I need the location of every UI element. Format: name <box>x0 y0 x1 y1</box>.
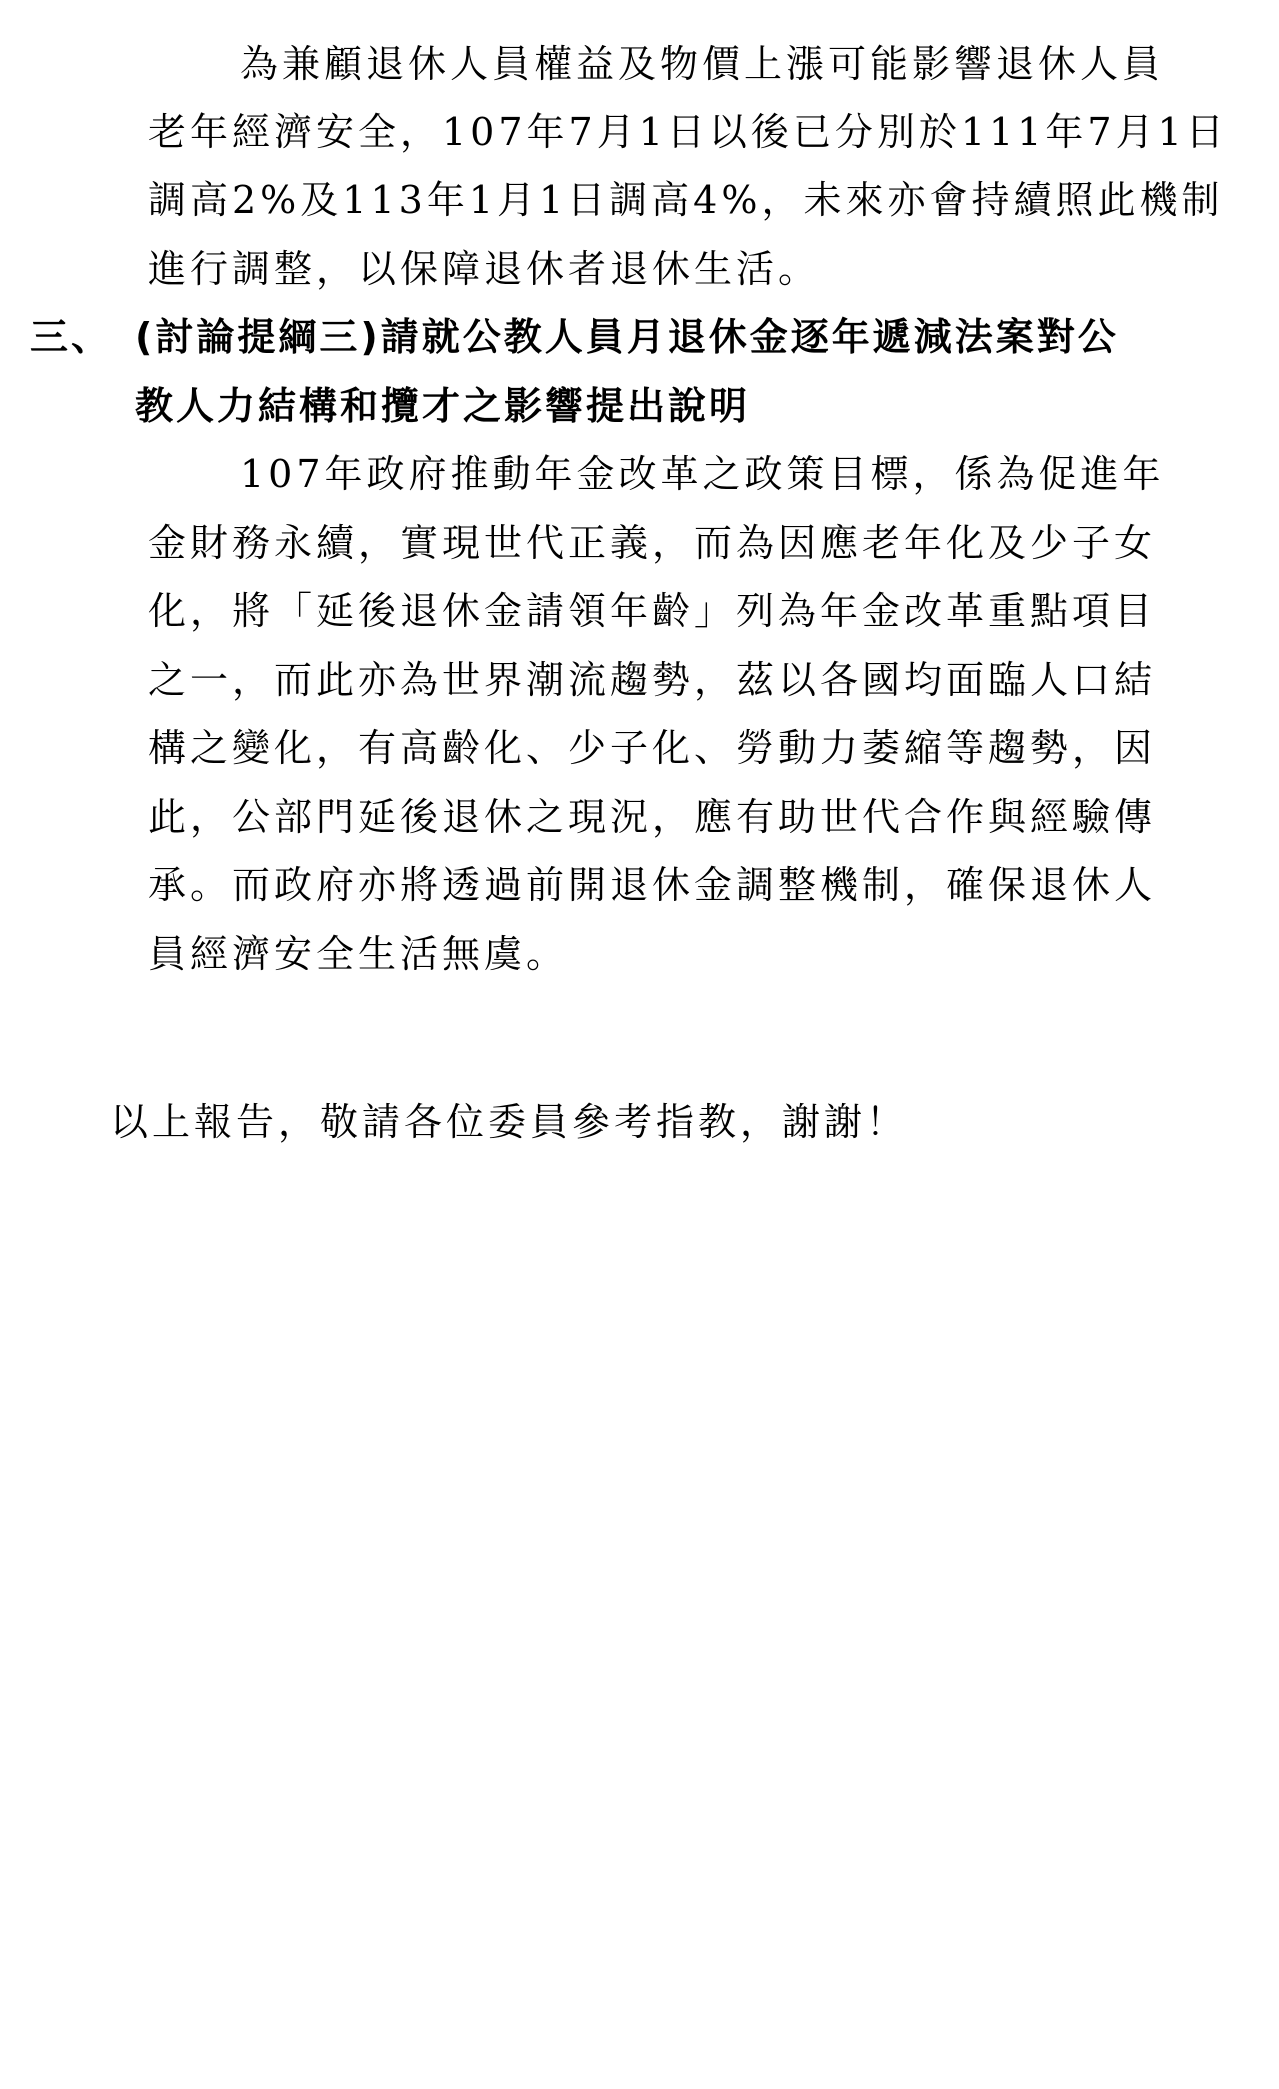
paragraph-1-line-2: 老年經濟安全，107年7月1日以後已分別於111年7月1日 <box>148 110 1228 154</box>
closing-remark: 以上報告，敬請各位委員參考指教，謝謝！ <box>110 1100 909 1144</box>
section-3-heading-line-1: (討論提綱三)請就公教人員月退休金逐年遞減法案對公 <box>135 315 1119 359</box>
section-3-paragraph-line-4: 之一，而此亦為世界潮流趨勢，茲以各國均面臨人口結 <box>148 658 1157 702</box>
section-3-paragraph-line-7: 承。而政府亦將透過前開退休金調整機制，確保退休人 <box>148 863 1157 907</box>
section-3-paragraph-line-3: 化，將「延後退休金請領年齡」列為年金改革重點項目 <box>148 589 1157 633</box>
section-3-paragraph-line-1: 107年政府推動年金改革之政策目標，係為促進年 <box>240 452 1165 496</box>
section-3-paragraph-line-2: 金財務永續，實現世代正義，而為因應老年化及少子女 <box>148 521 1157 565</box>
section-3-heading-line-2: 教人力結構和攬才之影響提出說明 <box>135 384 751 428</box>
section-3-paragraph-line-8: 員經濟安全生活無虞。 <box>148 932 569 976</box>
section-3-paragraph-line-5: 構之變化，有高齡化、少子化、勞動力萎縮等趨勢，因 <box>148 726 1157 770</box>
paragraph-1-line-1: 為兼顧退休人員權益及物價上漲可能影響退休人員 <box>240 42 1165 86</box>
section-3-paragraph-line-6: 此，公部門延後退休之現況，應有助世代合作與經驗傳 <box>148 795 1157 839</box>
paragraph-1-line-4: 進行調整，以保障退休者退休生活。 <box>148 247 821 291</box>
paragraph-1-line-3: 調高2%及113年1月1日調高4%，未來亦會持續照此機制 <box>148 178 1224 222</box>
section-3-number: 三、 <box>30 315 113 359</box>
